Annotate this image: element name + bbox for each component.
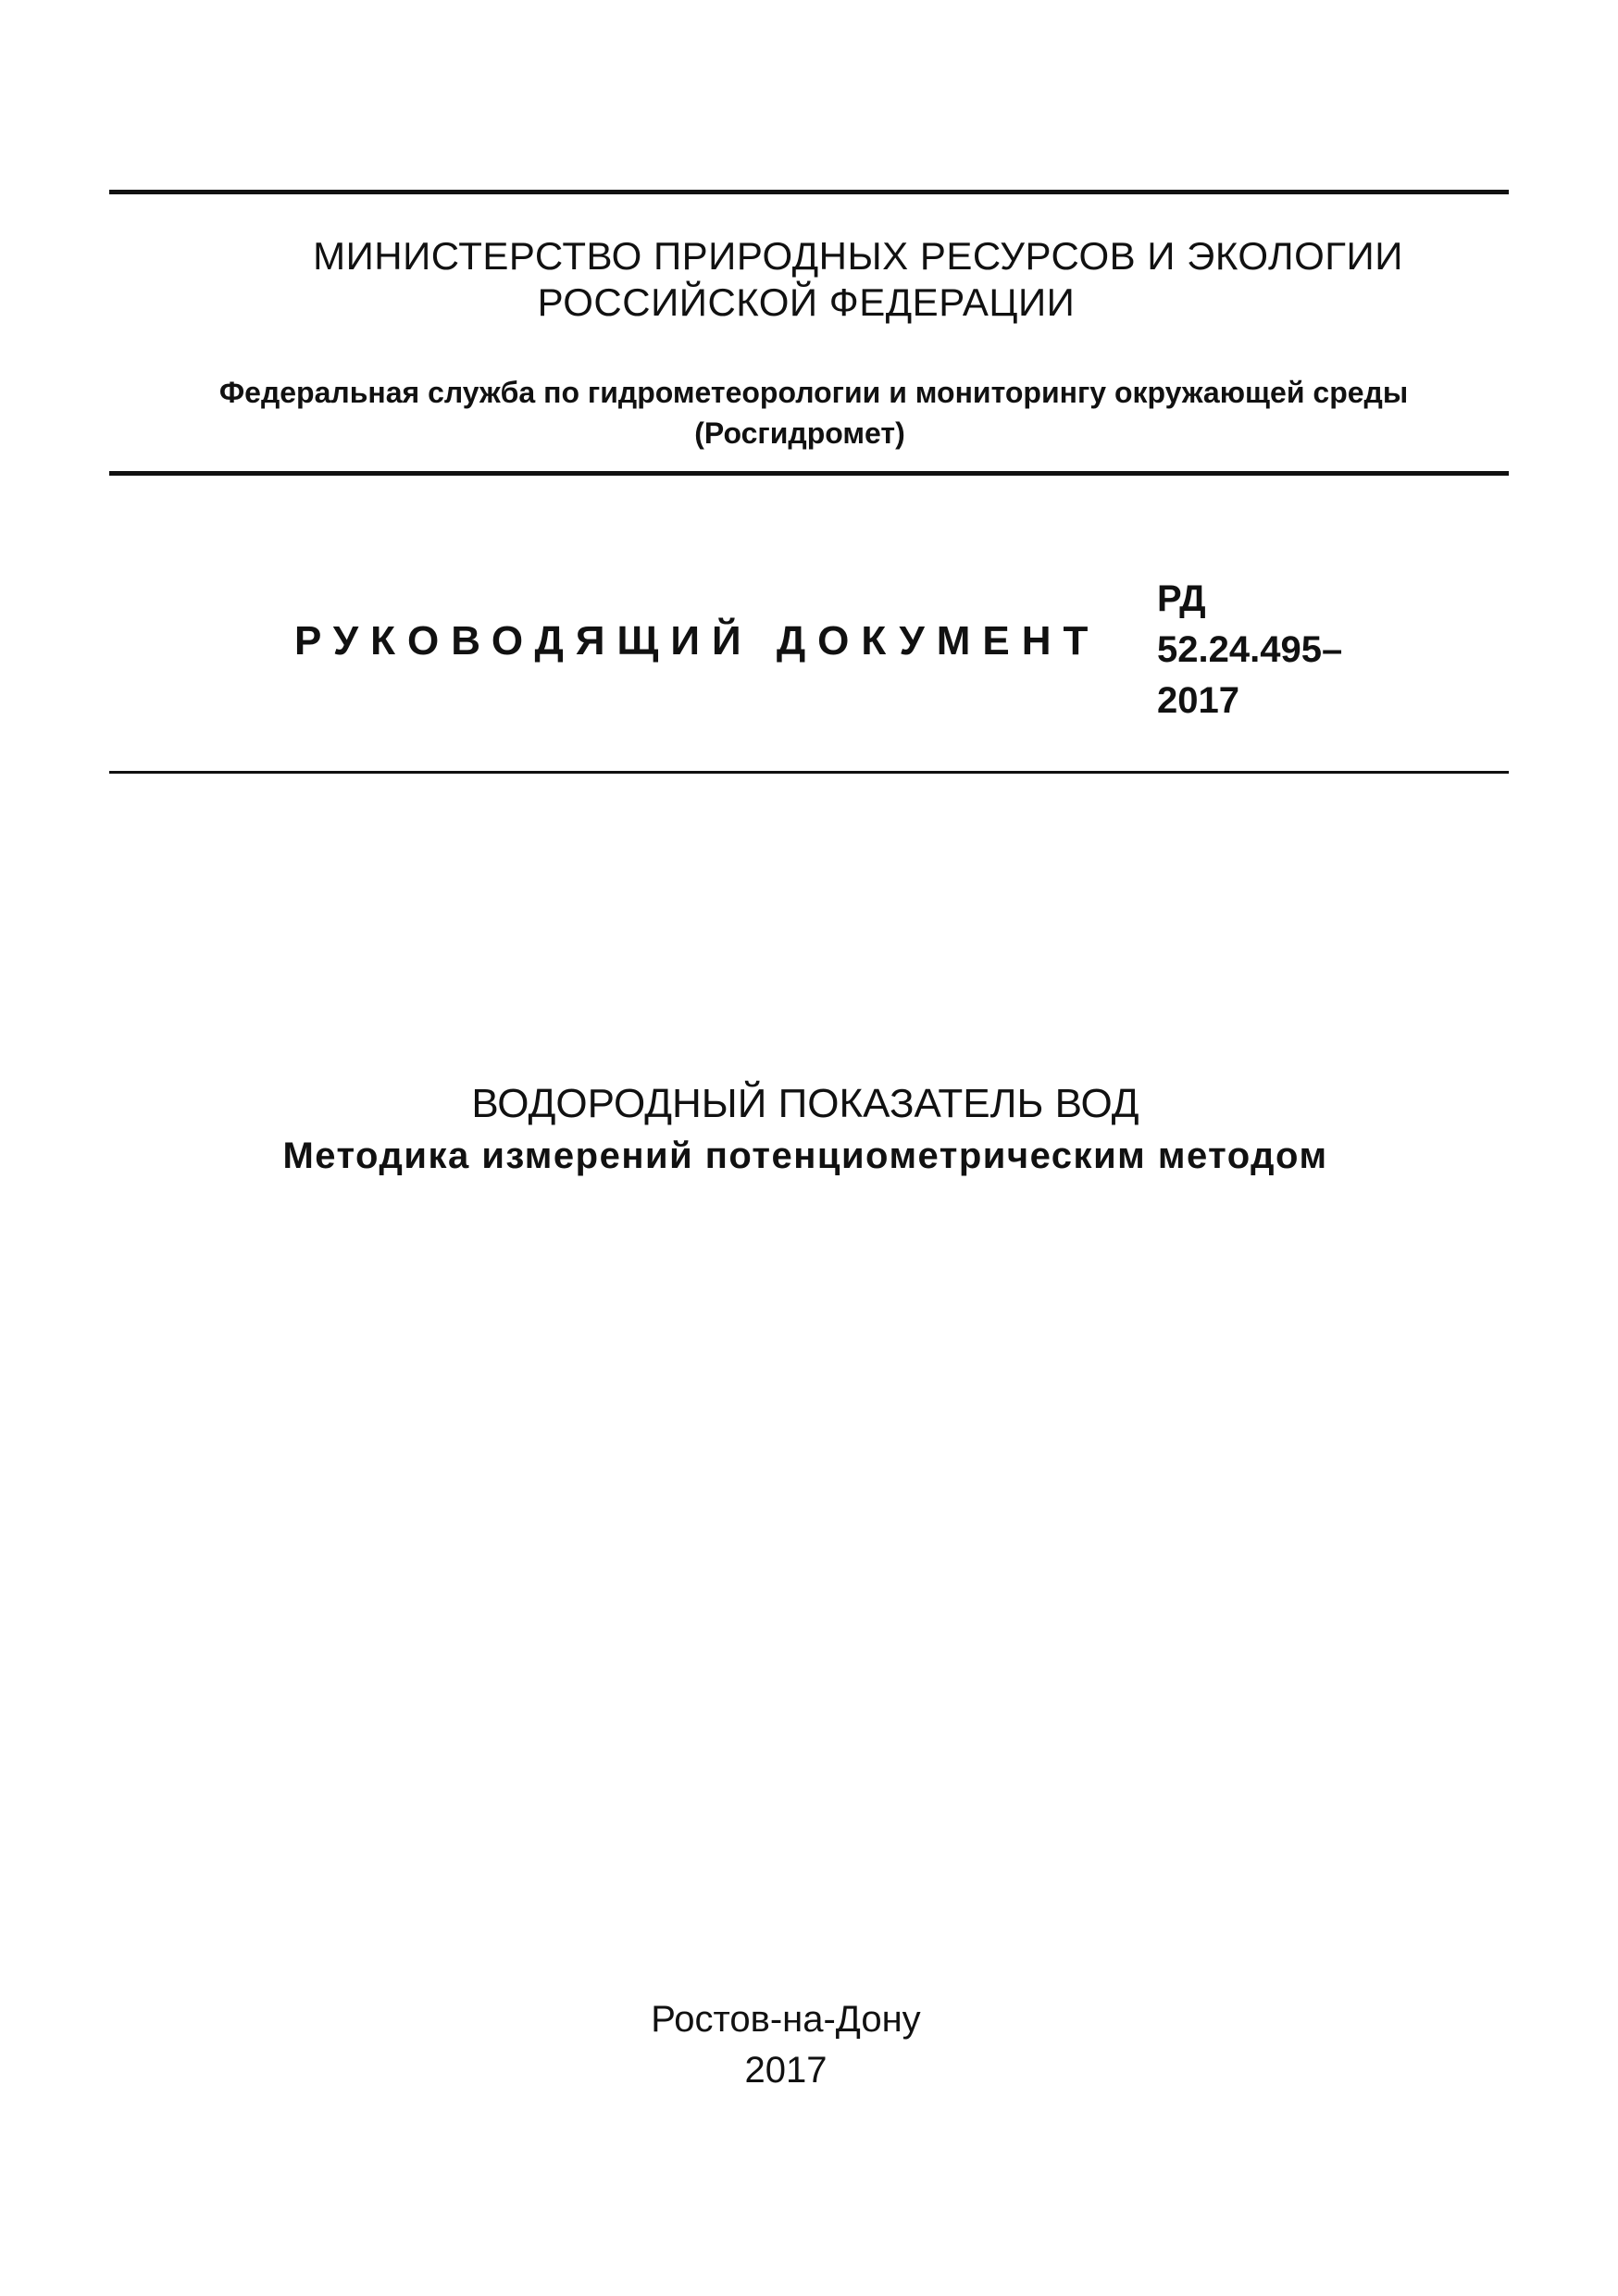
document-title <box>0 1078 1618 1182</box>
ministry-line-2: РОССИЙСКОЙ ФЕДЕРАЦИИ <box>537 280 1076 324</box>
title-subtitle: Методика измерений потенциометрическим методом <box>282 1136 1328 1176</box>
document-type: РУКОВОДЯЩИЙ ДОКУМЕНТ <box>294 618 1101 664</box>
document-number-line-3: 2017 <box>1157 680 1239 721</box>
ministry-heading <box>0 233 1618 326</box>
service-line-2: (Росгидромет) <box>694 416 905 450</box>
service-line-1: Федеральная служба по гидрометеорологии и мониторингу окружающей среды <box>218 376 1409 409</box>
publication-year: 2017 <box>744 2050 828 2091</box>
publication-city: Ростов-на-Дону <box>651 1999 921 2040</box>
top-divider <box>109 190 1509 194</box>
publication-info <box>0 1994 1618 2096</box>
lower-divider <box>109 771 1509 774</box>
document-number <box>1157 574 1342 726</box>
document-number-line-2: 52.24.495– <box>1157 629 1343 670</box>
middle-divider <box>109 471 1509 476</box>
document-number-line-1: РД <box>1157 578 1206 619</box>
service-heading <box>0 372 1618 453</box>
ministry-line-1: МИНИСТЕРСТВО ПРИРОДНЫХ РЕСУРСОВ И ЭКОЛОГИИ <box>313 234 1403 278</box>
title-main: ВОДОРОДНЫЙ ПОКАЗАТЕЛЬ ВОД <box>471 1081 1139 1126</box>
